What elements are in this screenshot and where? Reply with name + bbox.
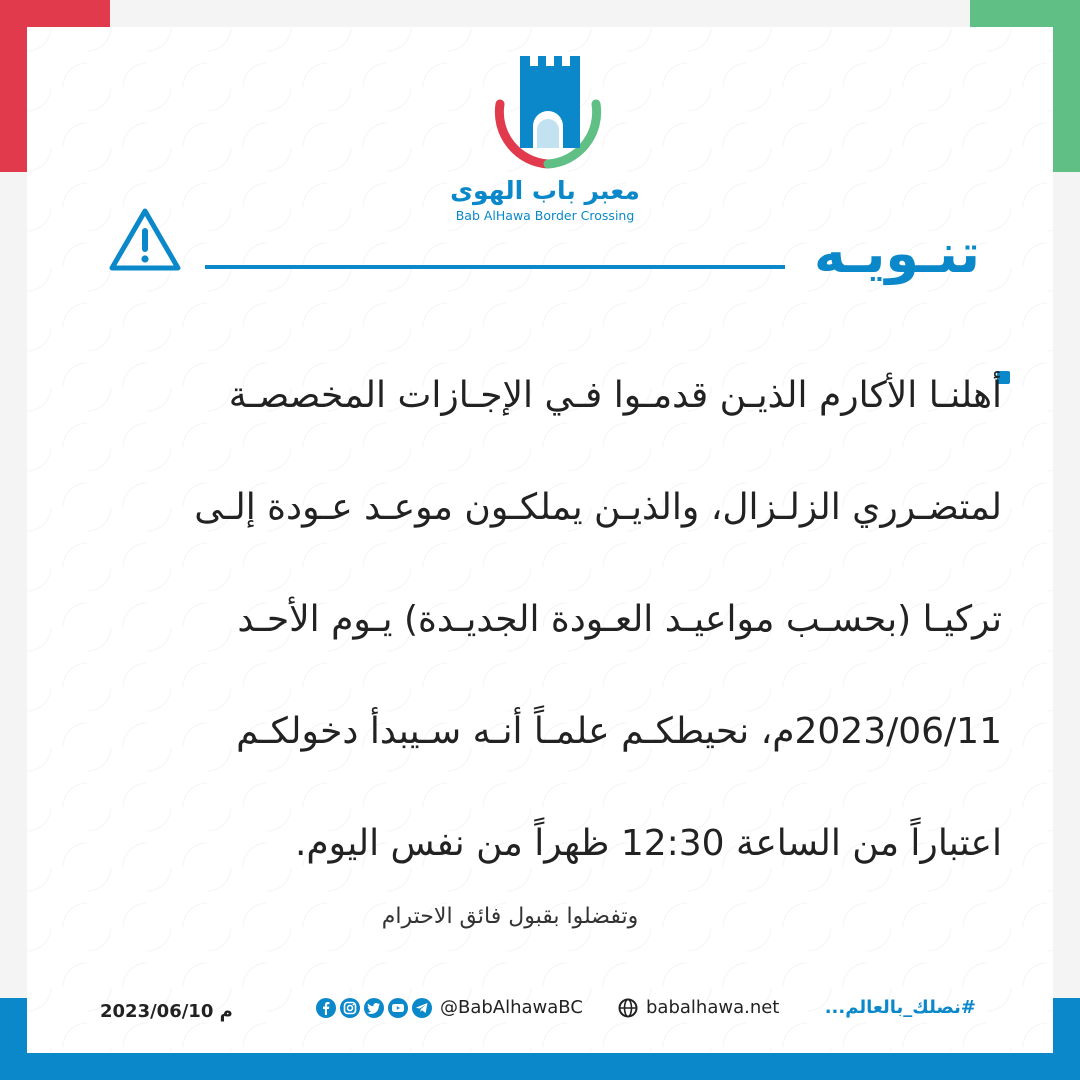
brand-name-english: Bab AlHawa Border Crossing [455,208,635,223]
publish-date: 2023/06/10 م [100,1001,233,1022]
telegram-icon[interactable] [412,998,432,1018]
notice-heading: تنـويـه [813,222,980,285]
warning-triangle-icon [108,206,182,274]
brand-name-arabic: معبر باب الهوى [450,176,640,205]
globe-icon [618,998,638,1018]
heading-divider [205,265,785,269]
bab-alhawa-logo-icon [486,48,610,172]
notice-line: تركيـا (بحسـب مواعيـد العـودة الجديـدة) يـوم الأحـد [237,599,1002,640]
website-link[interactable]: babalhawa.net [646,997,780,1018]
notice-line: 2023/06/11م، نحيطكـم علمـاً أنـه سـيبدأ دخولكـم [236,711,1002,752]
notice-body [100,340,1002,900]
closing-greeting: وتفضلوا بقبول فائق الاحترام [381,904,639,929]
notice-line: اعتباراً من الساعة 12:30 ظهراً من نفس اليوم. [294,823,1002,864]
facebook-icon[interactable] [316,998,336,1018]
twitter-icon[interactable] [364,998,384,1018]
footer-bar [0,997,1080,1027]
instagram-icon[interactable] [340,998,360,1018]
social-handle[interactable]: @BabAlhawaBC [440,997,583,1018]
footer-social [316,997,583,1018]
footer-website[interactable] [618,997,779,1018]
footer-hashtag[interactable]: #نصلك_بالعالم... [824,997,976,1018]
youtube-icon[interactable] [388,998,408,1018]
notice-line: لمتضـرري الزلـزال، والذيـن يملكـون موعـد عـودة إلـى [194,487,1002,528]
notice-line: أهلنـا الأكارم الذيـن قدمـوا فـي الإجـازات المخصصـة [228,375,1002,416]
